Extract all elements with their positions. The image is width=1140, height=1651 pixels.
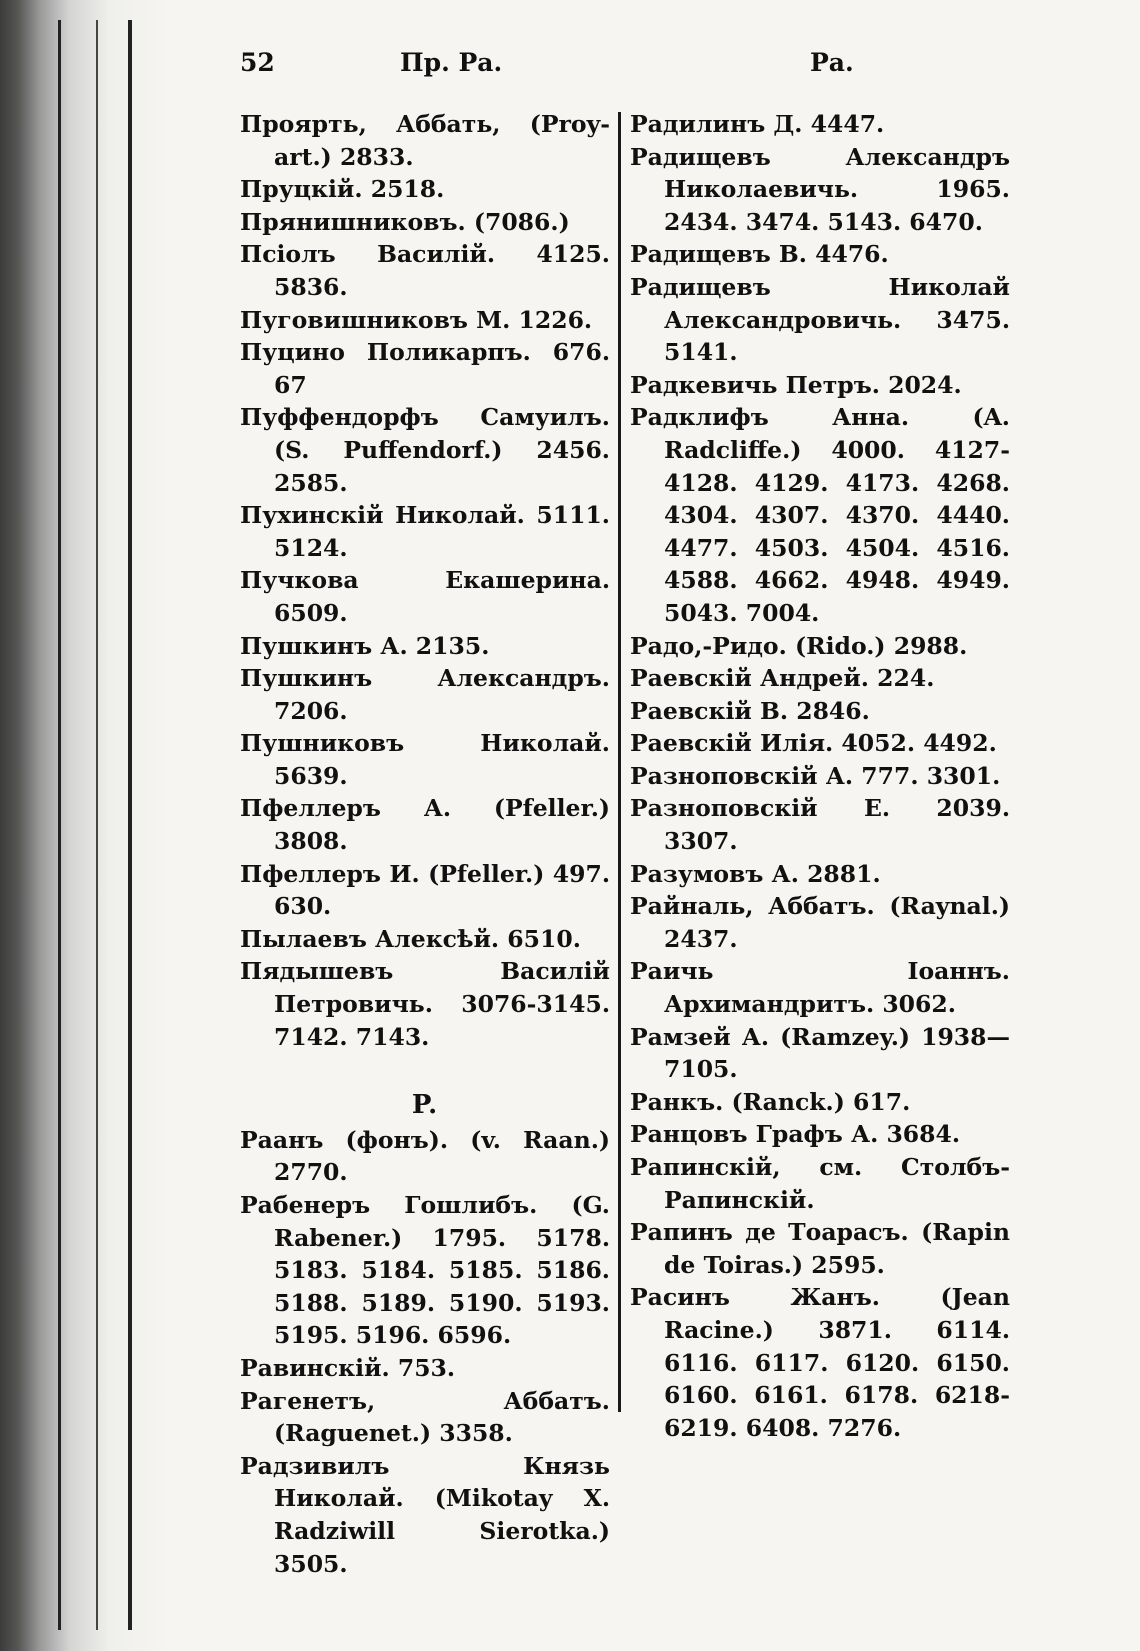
index-entry: Прянишниковъ. (7086.) (240, 207, 570, 236)
binding-shadow (0, 0, 170, 1651)
running-header (230, 48, 1090, 88)
index-entry: Пушкинъ Александръ. 7206. (240, 664, 610, 725)
index-entry: Пучкова Екашерина. 6509. (240, 566, 610, 627)
index-entry: Пядышевъ Василій Петровичь. 3076-3145. 7142. 7143. (240, 957, 610, 1051)
binding-edge-line (96, 20, 98, 1630)
index-entry: Пухинскій Николай. 5111. 5124. (240, 501, 610, 562)
index-entry: Радклифъ Анна. (A. Radcliffe.) 4000. 4127-4128. 4129. 4173. 4268. 4304. 4307. 4370. 4440. 4477. 4503. 4504. 4516. 4588. 4662. 4948. 4949. 5043. 7004. (630, 403, 1010, 627)
index-entry: Разноповскій А. 777. 3301. (630, 761, 1001, 790)
index-entry: Радищевъ Александръ Николаевичь. 1965. 2434. 3474. 5143. 6470. (630, 142, 1010, 236)
running-head-left: Пр. Ра. (400, 48, 503, 77)
index-entry: Пушниковъ Николай. 5639. (240, 729, 610, 790)
index-entry: Пушкинъ А. 2135. (240, 631, 490, 660)
page-number: 52 (240, 48, 275, 77)
column-divider (618, 112, 621, 1412)
index-entry: Рапинъ де Тоарасъ. (Rapin de Toiras.) 2595. (630, 1218, 1010, 1279)
index-entry: Пуффендорфъ Самуилъ. (S. Puffendorf.) 2456. 2585. (240, 403, 610, 497)
section-heading: P. (411, 1090, 439, 1121)
index-entry: Раевскій Андрей. 224. (630, 664, 935, 693)
index-entry: Проярть, Аббать, (Proy-art.) 2833. (240, 110, 610, 171)
index-entry: Радилинъ Д. 4447. (630, 110, 885, 138)
index-entry: Пылаевъ Алексѣй. 6510. (240, 924, 581, 953)
index-entry: Раанъ (фонъ). (v. Raan.) 2770. (240, 1125, 610, 1187)
index-entry: Ранцовъ Графъ А. 3684. (630, 1120, 961, 1149)
index-entry: Расинъ Жанъ. (Jean Racine.) 3871. 6114. 6116. 6117. 6120. 6150. 6160. 6161. 6178. 6218-6219. 6408. 7276. (630, 1283, 1010, 1442)
right-column (630, 108, 1010, 1444)
index-entry: Пфеллеръ А. (Pfeller.) 3808. (240, 794, 610, 856)
index-entry: Псіолъ Василій. 4125. 5836. (240, 240, 610, 301)
index-entry: Раичь Іоаннъ. Архимандритъ. 3062. (630, 957, 1010, 1019)
index-entry: Радищевъ В. 4476. (630, 240, 889, 269)
index-entry: Радкевичь Петръ. 2024. (630, 370, 962, 399)
index-entry: Рагенетъ, Аббатъ. (Raguenet.) 3358. (240, 1386, 610, 1448)
index-entry: Радо,-Ридо. (Rido.) 2988. (630, 631, 968, 660)
index-entry: Разумовъ А. 2881. (630, 859, 881, 888)
index-entry: Пфеллеръ И. (Pfeller.) 497. 630. (240, 859, 610, 921)
index-entry: Райналь, Аббатъ. (Raynal.) 2437. (630, 892, 1010, 953)
index-entry: Рапинскій, см. Столбъ-Рапинскій. (630, 1153, 1010, 1214)
index-entry: Рабенеръ Гошлибъ. (G. Rabener.) 1795. 5178. 5183. 5184. 5185. 5186. 5188. 5189. 5190. 5193. 5195. 5196. 6596. (240, 1191, 610, 1350)
index-entry: Раевскій В. 2846. (630, 696, 870, 725)
running-head-right: Ра. (810, 48, 854, 77)
index-entry: Пруцкій. 2518. (240, 175, 445, 204)
index-entry: Рамзей А. (Ramzey.) 1938—7105. (630, 1022, 1010, 1084)
index-entry: Разноповскій Е. 2039. 3307. (630, 794, 1010, 856)
index-entry: Ранкъ. (Ranck.) 617. (630, 1087, 911, 1116)
binding-edge-line (128, 20, 132, 1630)
binding-edge-line (58, 20, 61, 1630)
index-entry: Радищевъ Николай Александровичь. 3475. 5141. (630, 272, 1010, 367)
index-entry: Пуцино Поликарпъ. 676. 67 (240, 338, 610, 399)
index-entry: Радзивилъ Князь Николай. (Mikotay X. Radziwill Sierotka.) 3505. (240, 1451, 610, 1578)
index-entry: Равинскій. 753. (240, 1353, 456, 1382)
index-entry: Раевскій Илія. 4052. 4492. (630, 729, 997, 758)
left-column (240, 108, 610, 1580)
index-entry: Пуговишниковъ М. 1226. (240, 305, 593, 334)
